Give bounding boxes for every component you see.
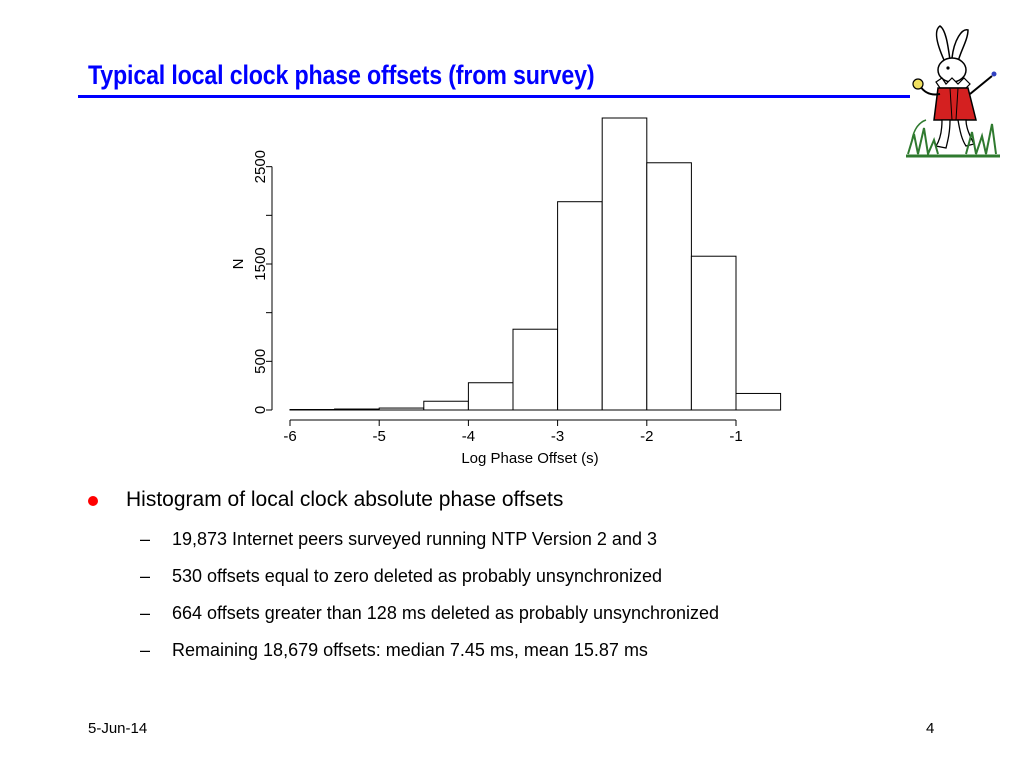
x-tick-label: -5 (372, 428, 386, 445)
x-tick-label: -4 (461, 428, 476, 445)
sub-bullet-text: 19,873 Internet peers surveyed running NTP Version 2 and 3 (172, 529, 657, 549)
footer-date: 5-Jun-14 (88, 720, 148, 737)
x-tick-label: -1 (729, 428, 743, 445)
histogram-bar (424, 401, 469, 410)
histogram-bar (647, 163, 692, 410)
y-tick-label: 0 (252, 405, 269, 415)
histogram-bar (736, 393, 781, 410)
sub-bullet-text: Remaining 18,679 offsets: median 7.45 ms, mean 15.87 ms (172, 640, 648, 660)
histogram-bar (379, 408, 424, 410)
x-tick-label: -3 (550, 428, 565, 445)
histogram-bar (468, 383, 513, 410)
main-bullet: Histogram of local clock absolute phase offsets (126, 488, 564, 511)
histogram-bar (691, 256, 736, 410)
x-axis-label: Log Phase Offset (s) (461, 450, 599, 467)
histogram-bar (558, 202, 603, 410)
sub-bullet-dash: – (140, 603, 151, 623)
page-number: 4 (926, 720, 935, 737)
y-tick-label: 2500 (252, 149, 269, 184)
histogram-bar (513, 329, 558, 410)
y-tick-label: 500 (252, 348, 269, 374)
sub-bullet-text: 530 offsets equal to zero deleted as probably unsynchronized (172, 566, 662, 586)
sub-bullet-dash: – (140, 640, 151, 660)
sub-bullet-dash: – (140, 566, 151, 586)
sub-bullet-dash: – (140, 529, 151, 549)
x-tick-label: -2 (640, 428, 654, 445)
y-axis-label: N (230, 258, 247, 270)
sub-bullet-text: 664 offsets greater than 128 ms deleted as probably unsynchronized (172, 603, 720, 623)
y-tick-label: 1500 (252, 247, 269, 281)
bullet-dot (88, 496, 98, 506)
x-tick-label: -6 (283, 428, 297, 445)
slide-title: Typical local clock phase offsets (from survey) (88, 60, 595, 90)
histogram-bar (602, 118, 647, 410)
histogram-bar (335, 409, 380, 410)
